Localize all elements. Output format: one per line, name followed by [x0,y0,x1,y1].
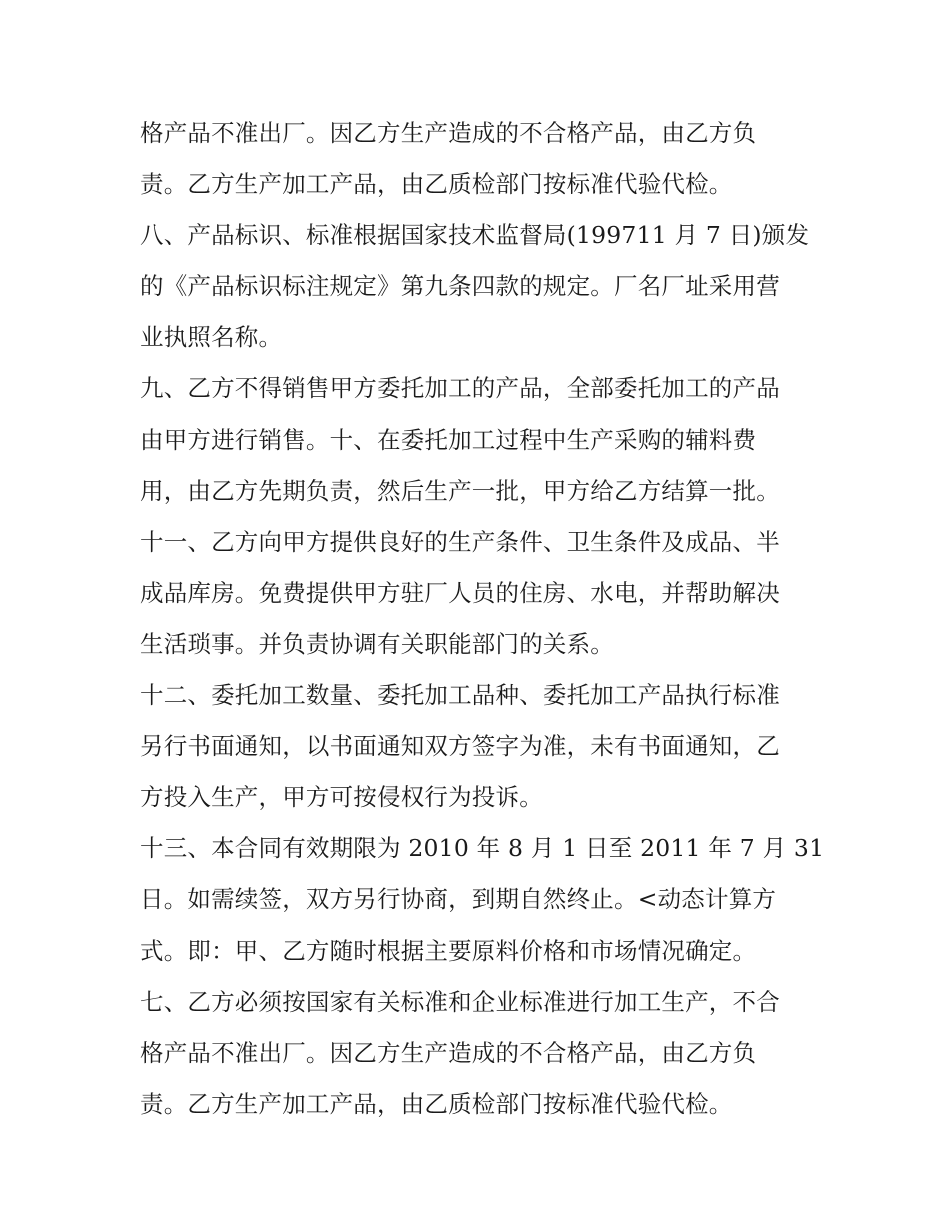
text-line: 业执照名称。 [140,323,283,352]
text-line: 责。乙方生产加工产品，由乙质检部门按标准代验代检。 [140,170,733,199]
text-line: 用，由乙方先期负责，然后生产一批，甲方给乙方结算一批。 [140,476,780,505]
text-line: 十三、本合同有效期限为 2010 年 8 月 1 日至 2011 年 7 月 31 [140,834,825,863]
text-line: 式。即：甲、乙方随时根据主要原料价格和市场情况确定。 [140,936,757,965]
text-line: 格产品不准出厂。因乙方生产造成的不合格产品，由乙方负 [140,1038,757,1067]
contract-text-block [140,108,825,1130]
text-line: 生活琐事。并负责协调有关职能部门的关系。 [140,629,614,658]
text-line: 另行书面通知，以书面通知双方签字为准，未有书面通知，乙 [140,732,780,761]
text-line: 九、乙方不得销售甲方委托加工的产品，全部委托加工的产品 [140,374,780,403]
text-line: 责。乙方生产加工产品，由乙质检部门按标准代验代检。 [140,1089,733,1118]
text-line: 的《产品标识标注规定》第九条四款的规定。厂名厂址采用营 [140,272,780,301]
text-line: 成品库房。免费提供甲方驻厂人员的住房、水电，并帮助解决 [140,578,780,607]
text-line: 方投入生产，甲方可按侵权行为投诉。 [140,783,543,812]
text-line: 七、乙方必须按国家有关标准和企业标准进行加工生产，不合 [140,987,780,1016]
text-line: 由甲方进行销售。十、在委托加工过程中生产采购的辅料费 [140,425,757,454]
text-line: 日。如需续签，双方另行协商，到期自然终止。<动态计算方 [140,885,777,914]
text-line: 格产品不准出厂。因乙方生产造成的不合格产品，由乙方负 [140,119,757,147]
text-line: 八、产品标识、标准根据国家技术监督局(199711 月 7 日)颁发 [140,221,810,250]
text-line: 十一、乙方向甲方提供良好的生产条件、卫生条件及成品、半 [140,527,780,556]
text-line: 十二、委托加工数量、委托加工品种、委托加工产品执行标准 [140,681,780,710]
